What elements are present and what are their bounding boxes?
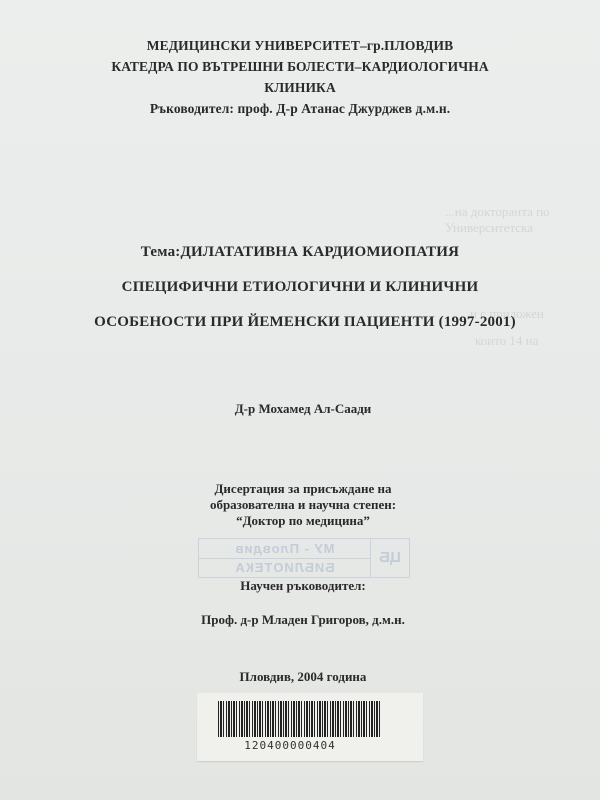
bleed-through-text: Университетска — [445, 220, 533, 235]
bleed-through-text: които 14 на — [475, 333, 539, 348]
university-name: МЕДИЦИНСКИ УНИВЕРСИТЕТ–гр.ПЛОВДИВ — [146, 38, 454, 53]
barcode-bars — [218, 701, 382, 737]
dissertation-line-1: Дисертация за присъждане на — [214, 481, 392, 496]
barcode-label — [197, 693, 423, 761]
library-stamp — [198, 538, 410, 578]
supervisor-label: Научен ръководител: — [240, 578, 366, 593]
clinic-name: КЛИНИКА — [264, 80, 336, 95]
supervisor-name: Проф. д-р Младен Григоров, д.м.н. — [201, 612, 405, 627]
place-year: Пловдив, 2004 година — [239, 669, 367, 684]
stamp-code: ЦБ — [370, 539, 409, 577]
topic-line-1: Тема:ДИЛАТАТИВНА КАРДИОМИОПАТИЯ — [140, 244, 460, 260]
department-name: КАТЕДРА ПО ВЪТРЕШНИ БОЛЕСТИ–КАРДИОЛОГИЧНА — [111, 59, 489, 74]
department-head: Ръководител: проф. Д-р Атанас Джурджев д.м.н. — [149, 101, 451, 116]
author-name: Д-р Мохамед Ал-Саади — [234, 401, 372, 416]
bleed-through-text: ...на докторанта по — [445, 204, 550, 219]
barcode-number: 120400000404 — [244, 739, 336, 752]
topic-line-3: ОСОБЕНОСТИ ПРИ ЙЕМЕНСКИ ПАЦИЕНТИ (1997-2001) — [94, 314, 516, 330]
stamp-line-1: МУ - Пловдив — [199, 539, 370, 559]
topic-line-2: СПЕЦИФИЧНИ ЕТИОЛОГИЧНИ И КЛИНИЧНИ — [121, 279, 479, 295]
bleed-through-text: и с приложен — [470, 306, 544, 321]
dissertation-line-2: образователна и научна степен: — [209, 497, 397, 512]
stamp-line-2: БИБЛИОТЕКА — [234, 560, 335, 575]
dissertation-line-3: “Доктор по медицина” — [236, 513, 370, 528]
